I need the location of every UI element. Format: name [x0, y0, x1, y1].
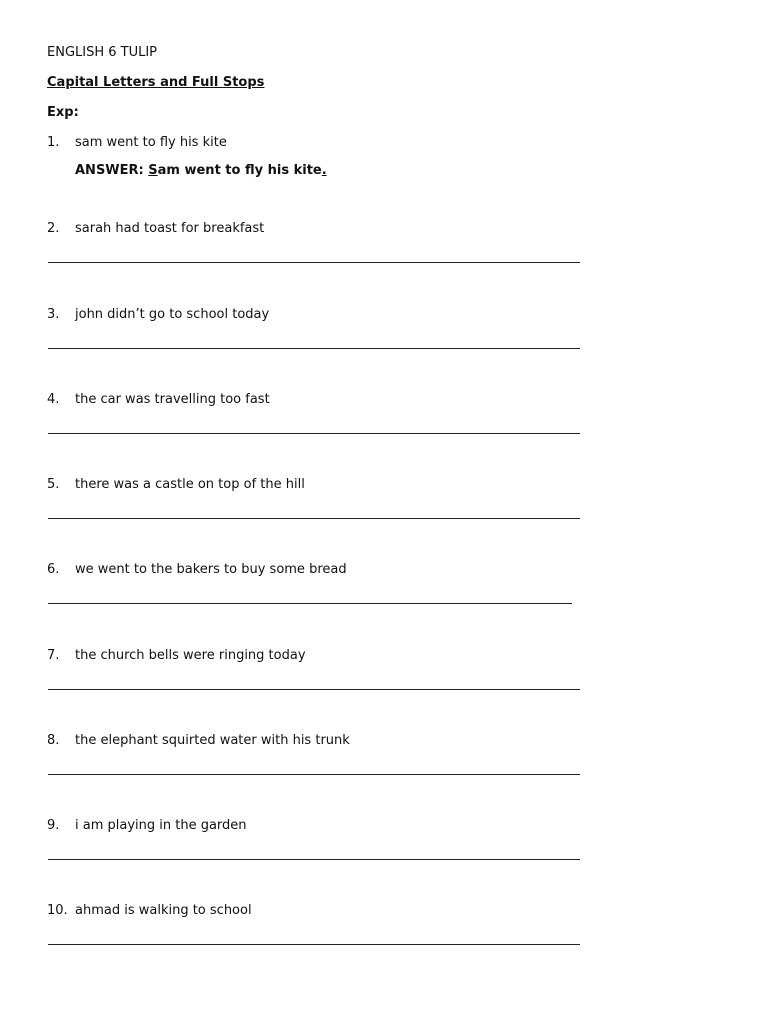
question-number: 10. — [47, 903, 68, 918]
question-number: 6. — [47, 562, 60, 577]
answer-line[interactable] — [48, 603, 572, 604]
example-answer — [75, 163, 327, 179]
answer-line[interactable] — [48, 944, 580, 945]
question-number: 8. — [47, 733, 60, 748]
question-sentence: ahmad is walking to school — [75, 903, 252, 918]
answer-line[interactable] — [48, 433, 580, 434]
answer-text: am went to fly his kite — [157, 163, 322, 178]
answer-line[interactable] — [48, 262, 580, 263]
question-number: 4. — [47, 392, 60, 407]
class-label: ENGLISH 6 TULIP — [47, 45, 158, 60]
example-number: 1. — [47, 135, 60, 150]
question-sentence: i am playing in the garden — [75, 818, 247, 833]
question-sentence: the elephant squirted water with his trunk — [75, 733, 350, 748]
answer-line[interactable] — [48, 348, 580, 349]
question-sentence: the church bells were ringing today — [75, 648, 306, 663]
question-sentence: there was a castle on top of the hill — [75, 477, 305, 492]
question-sentence: sarah had toast for breakfast — [75, 221, 265, 236]
answer-line[interactable] — [48, 689, 580, 690]
answer-full-stop: . — [321, 163, 327, 178]
answer-capital-letter: S — [148, 163, 158, 178]
question-number: 2. — [47, 221, 60, 236]
answer-label: ANSWER: — [75, 163, 144, 178]
question-number: 9. — [47, 818, 60, 833]
question-number: 3. — [47, 307, 60, 322]
question-sentence: we went to the bakers to buy some bread — [75, 562, 347, 577]
answer-line[interactable] — [48, 859, 580, 860]
example-label: Exp: — [47, 105, 79, 120]
example-sentence: sam went to fly his kite — [75, 135, 227, 150]
answer-line[interactable] — [48, 518, 580, 519]
question-number: 7. — [47, 648, 60, 663]
answer-line[interactable] — [48, 774, 580, 775]
question-sentence: the car was travelling too fast — [75, 392, 270, 407]
question-number: 5. — [47, 477, 60, 492]
question-sentence: john didn’t go to school today — [75, 307, 270, 322]
worksheet-title: Capital Letters and Full Stops — [47, 75, 265, 90]
